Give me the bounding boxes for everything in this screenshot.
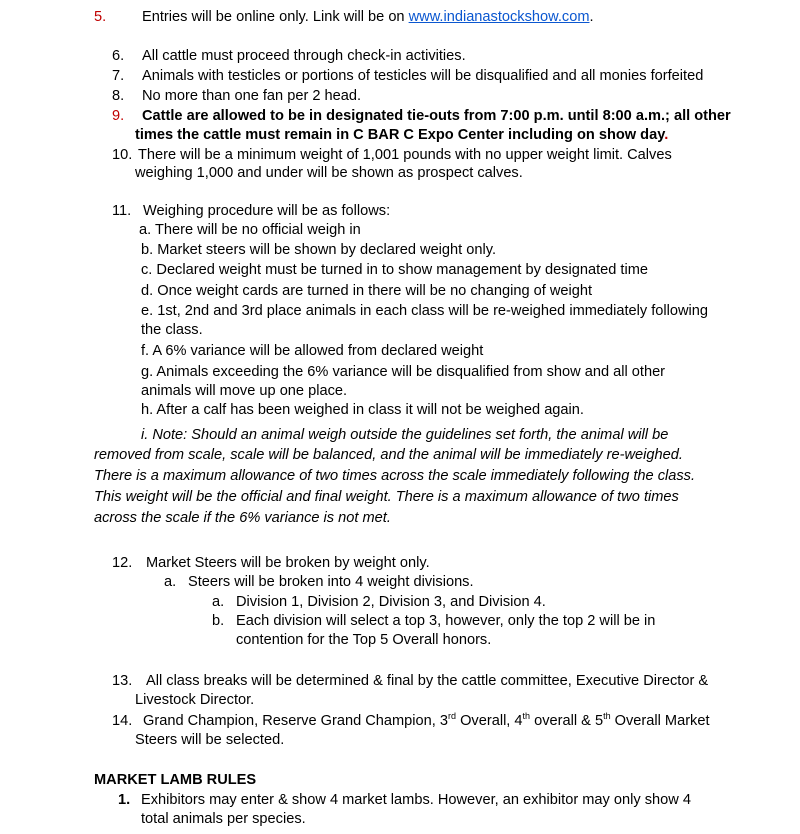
market-lamb-rules-heading: MARKET LAMB RULES (94, 772, 257, 788)
rule-11-item-h: h. After a calf has been weighed in class it will not be weighed again. (141, 402, 584, 418)
rule-11-item-d: d. Once weight cards are turned in there will be no changing of weight (141, 283, 593, 299)
rule-6-text: All cattle must proceed through check-in activities. (142, 48, 466, 64)
rule-12-division-a-text: Division 1, Division 2, Division 3, and Division 4. (236, 594, 546, 610)
rule-14-sup-th-2: th (603, 711, 611, 722)
rule-5-label: Entries will be online only. Link will be on (142, 9, 409, 25)
rule-11-note-line-1: i. Note: Should an animal weigh outside the guidelines set forth, the animal will be (141, 427, 669, 443)
lamb-rule-1-line-2: total animals per species. (141, 811, 306, 827)
rule-12-text: Market Steers will be broken by weight only. (146, 555, 430, 571)
rule-7-number: 7. (112, 68, 125, 84)
lamb-rule-1-line-1: Exhibitors may enter & show 4 market lambs. However, an exhibitor may only show 4 (141, 792, 691, 808)
rule-11-item-a: a. There will be no official weigh in (139, 222, 361, 238)
rule-5-number: 5. (94, 9, 107, 25)
rule-11-item-b: b. Market steers will be shown by declared weight only. (141, 242, 497, 258)
rule-13-number: 13. (112, 673, 133, 689)
rule-9-line-2-text: times the cattle must remain in C BAR C Expo Center including on show day (135, 127, 665, 143)
rule-14-part-4: Overall Market (610, 713, 710, 729)
rule-11-item-c: c. Declared weight must be turned in to show management by designated time (141, 262, 649, 278)
rule-10-number: 10. (112, 147, 133, 163)
rule-13-line-1: All class breaks will be determined & final by the cattle committee, Executive Director & (146, 673, 709, 689)
rule-11-note-line-2: removed from scale, scale will be balanced, and the animal will be immediately re-weighed. (94, 447, 683, 463)
rule-13-line-2: Livestock Director. (135, 692, 255, 708)
rule-6-number: 6. (112, 48, 125, 64)
rule-10-line-2: weighing 1,000 and under will be shown as prospect calves. (135, 165, 523, 181)
rule-14-line-1 (143, 711, 710, 731)
rule-7-text: Animals with testicles or portions of testicles will be disqualified and all monies forfeited (142, 68, 704, 84)
rule-11-item-e-line-2: the class. (141, 322, 203, 338)
rule-12-division-b-line-2: contention for the Top 5 Overall honors. (236, 632, 492, 648)
rule-11-item-g-line-1: g. Animals exceeding the 6% variance will be disqualified from show and all other (141, 364, 666, 380)
rule-11-item-f: f. A 6% variance will be allowed from declared weight (141, 343, 484, 359)
lamb-rule-1-number: 1. (118, 792, 131, 808)
rule-12-division-a-number: a. (212, 594, 225, 610)
rule-9-period: . (664, 127, 669, 143)
indiana-stock-show-link[interactable]: www.indianastockshow.com (408, 9, 590, 25)
rule-9-line-2 (135, 125, 668, 145)
rule-11-number: 11. (112, 203, 132, 219)
rule-9-number: 9. (112, 108, 125, 124)
rule-10-line-1: There will be a minimum weight of 1,001 pounds with no upper weight limit. Calves (138, 147, 672, 163)
rule-12-division-b-line-1: Each division will select a top 3, however, only the top 2 will be in (236, 613, 656, 629)
rule-12-division-b-number: b. (212, 613, 225, 629)
rule-5-text (142, 7, 594, 27)
rule-14-sup-th-1: th (522, 711, 531, 722)
rule-11-note-line-3: There is a maximum allowance of two times across the scale immediately following the class. (94, 468, 696, 484)
rule-11-note-line-4: This weight will be the official and final weight. There is a maximum allowance of two times (94, 489, 679, 505)
rule-12-number: 12. (112, 555, 133, 571)
rule-5-period: . (589, 9, 594, 25)
rule-11-note-line-5: across the scale if the 6% variance is not met. (94, 510, 391, 526)
rule-14-line-2: Steers will be selected. (135, 732, 285, 748)
rule-14-part-3: overall & 5 (530, 713, 604, 729)
rule-14-sup-rd: rd (448, 711, 457, 722)
rule-14-number: 14. (112, 713, 133, 729)
rule-8-number: 8. (112, 88, 125, 104)
rule-8-text: No more than one fan per 2 head. (142, 88, 362, 104)
rule-11-item-e-line-1: e. 1st, 2nd and 3rd place animals in each class will be re-weighed immediately following (141, 303, 709, 319)
rule-11-text: Weighing procedure will be as follows: (143, 203, 391, 219)
rule-12-sub-a-text: Steers will be broken into 4 weight divisions. (188, 574, 474, 590)
rule-11-item-g-line-2: animals will move up one place. (141, 383, 348, 399)
rule-12-sub-a-number: a. (164, 574, 177, 590)
rule-9-line-1: Cattle are allowed to be in designated tie-outs from 7:00 p.m. until 8:00 a.m.; all other (142, 108, 731, 124)
rule-14-part-1: Grand Champion, Reserve Grand Champion, 3 (143, 713, 449, 729)
rule-14-part-2: Overall, 4 (456, 713, 523, 729)
